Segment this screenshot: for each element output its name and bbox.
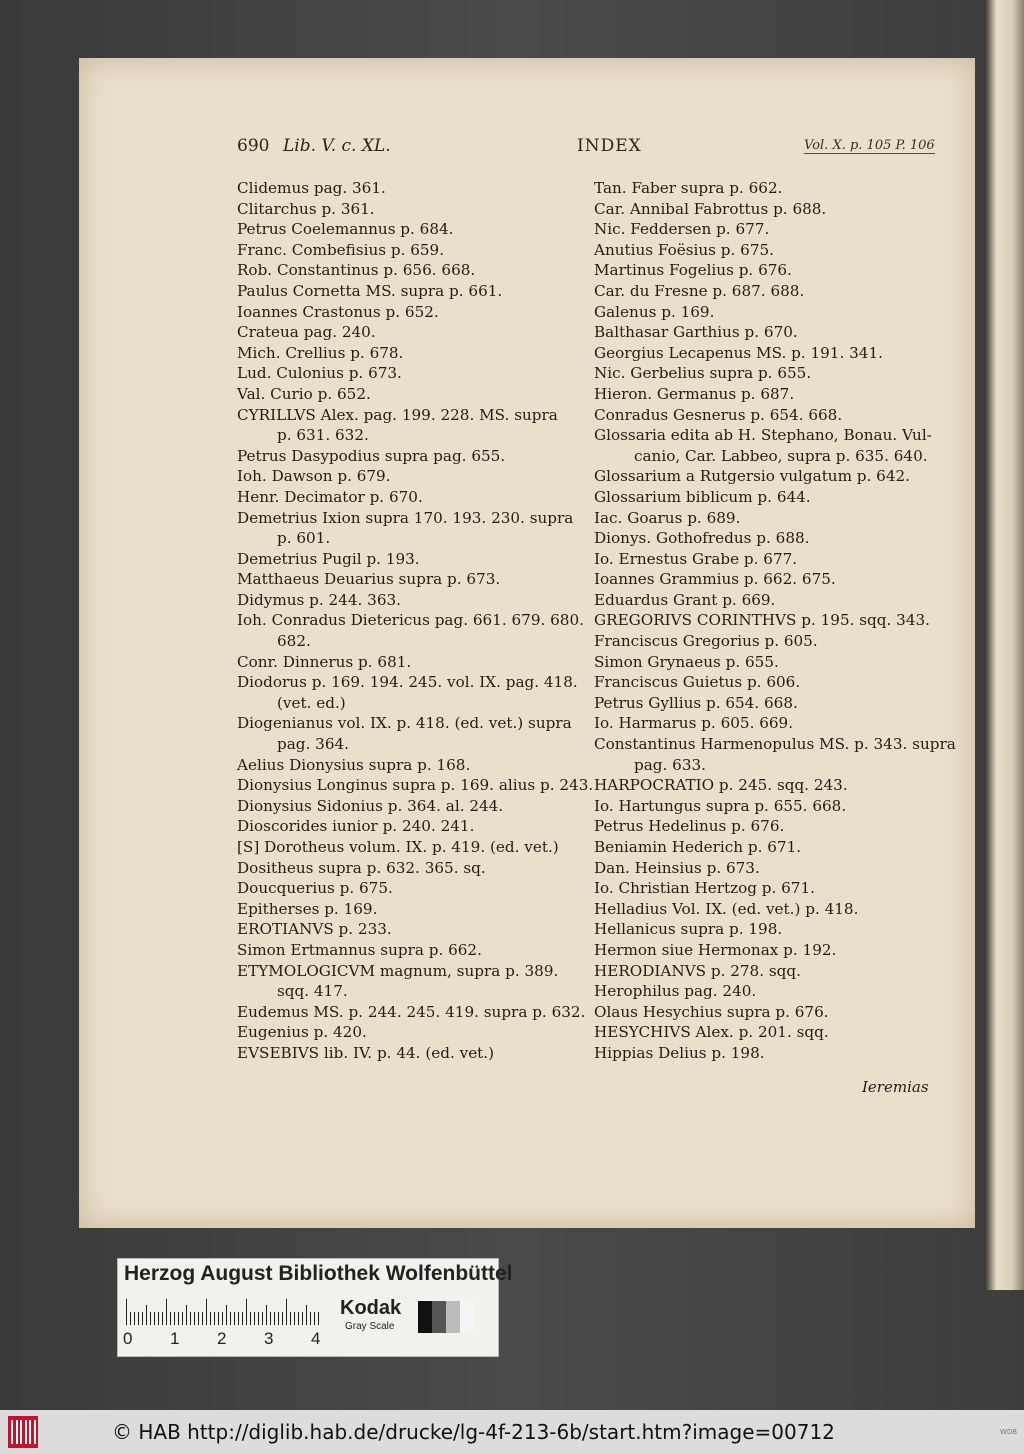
index-entry: Matthaeus Deuarius supra p. 673.	[237, 570, 501, 589]
index-entry: Glossarium biblicum p. 644.	[594, 487, 811, 506]
index-entry: Eduardus Grant p. 669.	[594, 590, 776, 609]
ruler-tick	[310, 1312, 311, 1325]
index-entry: Olaus Hesychius supra p. 676.	[594, 1002, 829, 1021]
ruler-tick	[262, 1312, 263, 1325]
ruler-tick	[162, 1312, 163, 1325]
index-entry: Conr. Dinnerus p. 681.	[237, 652, 412, 671]
ruler-tick	[266, 1305, 267, 1325]
ruler-tick	[302, 1312, 303, 1325]
ruler-tick	[230, 1312, 231, 1325]
index-entry: Petrus Dasypodius supra pag. 655.	[237, 446, 506, 465]
logo-bar	[20, 1420, 22, 1444]
gray-swatch	[460, 1301, 474, 1333]
index-entry: Dionysius Longinus supra p. 169. alius p. 243.	[237, 776, 594, 795]
index-entry: Dan. Heinsius p. 673.	[594, 858, 760, 877]
index-entry: Io. Christian Hertzog p. 671.	[594, 879, 815, 898]
index-entry: Simon Ertmannus supra p. 662.	[237, 940, 482, 959]
index-entry: Mich. Crellius p. 678.	[237, 343, 404, 362]
index-entry: Paulus Cornetta MS. supra p. 661.	[237, 281, 503, 300]
index-column-right	[594, 178, 956, 1064]
index-entry: Nic. Gerbelius supra p. 655.	[594, 364, 812, 383]
ruler-number: 0	[123, 1329, 133, 1348]
index-entry: Petrus Hedelinus p. 676.	[594, 817, 785, 836]
index-entry: Balthasar Garthius p. 670.	[594, 323, 798, 342]
logo-bar	[25, 1420, 27, 1444]
ruler-tick	[206, 1299, 207, 1325]
index-entry: Ioannes Grammius p. 662. 675.	[594, 570, 836, 589]
index-entry: Petrus Gyllius p. 654. 668.	[594, 693, 798, 712]
ruler-tick	[190, 1312, 191, 1325]
index-entry: Car. Annibal Fabrottus p. 688.	[594, 199, 827, 218]
index-entry: Glossaria edita ab H. Stephano, Bonau. Vul-	[594, 426, 932, 445]
ruler-tick	[178, 1312, 179, 1325]
index-entry: p. 601.	[277, 529, 331, 548]
ruler-tick	[234, 1312, 235, 1325]
handwritten-shelf-note: Vol. X. p. 105 P. 106	[804, 138, 935, 153]
index-entry: Helladius Vol. IX. (ed. vet.) p. 418.	[594, 899, 859, 918]
index-entry: Franc. Combefisius p. 659.	[237, 240, 445, 259]
ruler-tick	[158, 1312, 159, 1325]
ruler-number: 1	[170, 1329, 180, 1348]
gray-scale-card	[117, 1258, 513, 1357]
ruler-tick	[274, 1312, 275, 1325]
ruler-tick	[166, 1299, 167, 1325]
index-entry: canio, Car. Labbeo, supra p. 635. 640.	[634, 446, 928, 465]
index-entry: Hippias Delius p. 198.	[594, 1043, 765, 1062]
index-entry: Conradus Gesnerus p. 654. 668.	[594, 405, 843, 424]
logo-bar	[34, 1420, 36, 1444]
index-entry: Io. Ernestus Grabe p. 677.	[594, 549, 798, 568]
index-entry: Glossarium a Rutgersio vulgatum p. 642.	[594, 467, 911, 486]
index-entry: Doucquerius p. 675.	[237, 879, 393, 898]
index-entry: HESYCHIVS Alex. p. 201. sqq.	[594, 1023, 829, 1042]
index-entry: Hieron. Germanus p. 687.	[594, 384, 795, 403]
ruler-tick	[210, 1312, 211, 1325]
index-entry: Clidemus pag. 361.	[237, 179, 386, 197]
ruler-tick	[290, 1312, 291, 1325]
library-name: Herzog August Bibliothek Wolfenbüttel	[124, 1262, 513, 1285]
ruler-tick	[242, 1312, 243, 1325]
index-entry: Io. Harmarus p. 605. 669.	[594, 714, 794, 733]
gray-swatch	[418, 1301, 432, 1333]
footer-bar	[0, 1410, 1024, 1454]
index-entry: Ioh. Conradus Dietericus pag. 661. 679. 680.	[237, 611, 584, 630]
ruler-tick	[282, 1312, 283, 1325]
index-entry: Dionys. Gothofredus p. 688.	[594, 529, 810, 548]
index-entry: Tan. Faber supra p. 662.	[594, 179, 783, 197]
hab-logo-icon	[8, 1416, 38, 1448]
book-page	[79, 58, 975, 1228]
ruler-number: 2	[217, 1329, 227, 1348]
ruler-tick	[258, 1312, 259, 1325]
ruler-tick	[146, 1305, 147, 1325]
index-entry: Epitherses p. 169.	[237, 899, 378, 918]
index-entry: Ioannes Crastonus p. 652.	[237, 302, 439, 321]
ruler-tick	[250, 1312, 251, 1325]
logo-bar	[29, 1420, 31, 1444]
ruler-tick	[198, 1312, 199, 1325]
index-entry: Clitarchus p. 361.	[237, 199, 375, 218]
index-entry: Anutius Foësius p. 675.	[594, 240, 774, 259]
ruler-tick	[194, 1312, 195, 1325]
gray-swatch	[446, 1301, 460, 1333]
ruler	[126, 1299, 322, 1325]
index-entry: Herophilus pag. 240.	[594, 982, 757, 1001]
ruler-tick	[294, 1312, 295, 1325]
page-title: INDEX	[577, 136, 642, 156]
index-entry: Aelius Dionysius supra p. 168.	[237, 755, 471, 774]
copyright-url[interactable]: © HAB http://diglib.hab.de/drucke/lg-4f-213-6b/start.htm?image=00712	[112, 1420, 835, 1444]
page-header	[79, 136, 975, 166]
ruler-tick	[314, 1312, 315, 1325]
ruler-tick	[186, 1305, 187, 1325]
ruler-tick	[154, 1312, 155, 1325]
index-column-left	[237, 178, 594, 1064]
index-entry: (vet. ed.)	[277, 693, 346, 712]
ruler-tick	[142, 1312, 143, 1325]
ruler-tick	[150, 1312, 151, 1325]
ruler-tick	[278, 1312, 279, 1325]
logo-bar	[11, 1420, 13, 1444]
index-entry: Diogenianus vol. IX. p. 418. (ed. vet.) supra	[237, 714, 572, 733]
index-entry: pag. 364.	[277, 735, 349, 754]
page-number: 690	[237, 136, 270, 156]
ruler-tick	[306, 1305, 307, 1325]
index-entry: Iac. Goarus p. 689.	[594, 508, 741, 527]
ruler-tick	[298, 1312, 299, 1325]
index-entry: Demetrius Ixion supra 170. 193. 230. supra	[237, 508, 574, 527]
logo-bar	[16, 1420, 18, 1444]
index-entry: Io. Hartungus supra p. 655. 668.	[594, 796, 847, 815]
index-entry: Crateua pag. 240.	[237, 323, 376, 342]
index-entry: [S] Dorotheus volum. IX. p. 419. (ed. vet.)	[237, 838, 559, 856]
index-entry: Eudemus MS. p. 244. 245. 419. supra p. 632.	[237, 1002, 586, 1021]
index-entry: EROTIANVS p. 233.	[237, 920, 392, 939]
index-entry: ETYMOLOGICVM magnum, supra p. 389.	[237, 961, 559, 980]
index-entry: Franciscus Gregorius p. 605.	[594, 632, 818, 651]
ruler-tick	[318, 1312, 319, 1325]
index-entry: Rob. Constantinus p. 656. 668.	[237, 261, 476, 280]
index-entry: Car. du Fresne p. 687. 688.	[594, 281, 805, 300]
ruler-numbers	[123, 1329, 326, 1349]
ruler-tick	[174, 1312, 175, 1325]
index-entry: Galenus p. 169.	[594, 302, 715, 321]
gray-scale-label: Gray Scale	[345, 1321, 395, 1332]
ruler-number: 3	[264, 1329, 274, 1348]
index-entry: Dositheus supra p. 632. 365. sq.	[237, 858, 486, 877]
index-entry: Hellanicus supra p. 198.	[594, 920, 783, 939]
index-entry: Didymus p. 244. 363.	[237, 590, 401, 609]
next-page-edge	[985, 0, 1024, 1290]
ruler-tick	[286, 1299, 287, 1325]
index-entry: Franciscus Guietus p. 606.	[594, 673, 801, 692]
index-entry: Henr. Decimator p. 670.	[237, 487, 423, 506]
index-entry: HARPOCRATIO p. 245. sqq. 243.	[594, 776, 848, 795]
index-entry: Simon Grynaeus p. 655.	[594, 652, 779, 671]
index-entry: Petrus Coelemannus p. 684.	[237, 220, 454, 239]
index-entry: 682.	[277, 632, 311, 651]
index-entry: CYRILLVS Alex. pag. 199. 228. MS. supra	[237, 405, 558, 424]
ruler-tick	[238, 1312, 239, 1325]
ruler-tick	[138, 1312, 139, 1325]
ruler-tick	[202, 1312, 203, 1325]
ruler-tick	[182, 1312, 183, 1325]
index-entry: Dionysius Sidonius p. 364. al. 244.	[237, 796, 504, 815]
index-entry: Georgius Lecapenus MS. p. 191. 341.	[594, 343, 883, 362]
ruler-tick	[254, 1312, 255, 1325]
ruler-tick	[246, 1299, 247, 1325]
index-entry: pag. 633.	[634, 755, 706, 774]
index-entry: Ioh. Dawson p. 679.	[237, 467, 391, 486]
index-entry: sqq. 417.	[277, 982, 348, 1001]
index-entry: Diodorus p. 169. 194. 245. vol. IX. pag. 418.	[237, 673, 578, 692]
gray-swatch	[432, 1301, 446, 1333]
index-entry: Beniamin Hederich p. 671.	[594, 838, 802, 856]
index-entry: Nic. Feddersen p. 677.	[594, 220, 770, 239]
section-reference: Lib. V. c. XL.	[283, 136, 391, 156]
catchword: Ieremias	[862, 1078, 929, 1096]
ruler-tick	[270, 1312, 271, 1325]
index-entry: Eugenius p. 420.	[237, 1023, 367, 1042]
ruler-tick	[134, 1312, 135, 1325]
wdb-mark: WDB	[1000, 1428, 1018, 1436]
index-entry: GREGORIVS CORINTHVS p. 195. sqq. 343.	[594, 611, 930, 630]
index-entry: Demetrius Pugil p. 193.	[237, 549, 420, 568]
kodak-logo: Kodak	[340, 1297, 402, 1319]
index-entry: Val. Curio p. 652.	[237, 384, 371, 403]
ruler-tick	[170, 1312, 171, 1325]
index-entry: Dioscorides iunior p. 240. 241.	[237, 817, 475, 836]
ruler-tick	[126, 1299, 127, 1325]
index-entry: Martinus Fogelius p. 676.	[594, 261, 792, 280]
ruler-tick	[214, 1312, 215, 1325]
ruler-number: 4	[311, 1329, 321, 1348]
ruler-tick	[130, 1312, 131, 1325]
index-entry: HERODIANVS p. 278. sqq.	[594, 961, 801, 980]
index-entry: Constantinus Harmenopulus MS. p. 343. supra	[594, 735, 956, 754]
index-entry: p. 631. 632.	[277, 426, 369, 445]
index-entry: EVSEBIVS lib. IV. p. 44. (ed. vet.)	[237, 1043, 495, 1062]
ruler-tick	[218, 1312, 219, 1325]
ruler-tick	[226, 1305, 227, 1325]
index-entry: Lud. Culonius p. 673.	[237, 364, 402, 383]
index-entry: Hermon siue Hermonax p. 192.	[594, 940, 837, 959]
ruler-tick	[222, 1312, 223, 1325]
